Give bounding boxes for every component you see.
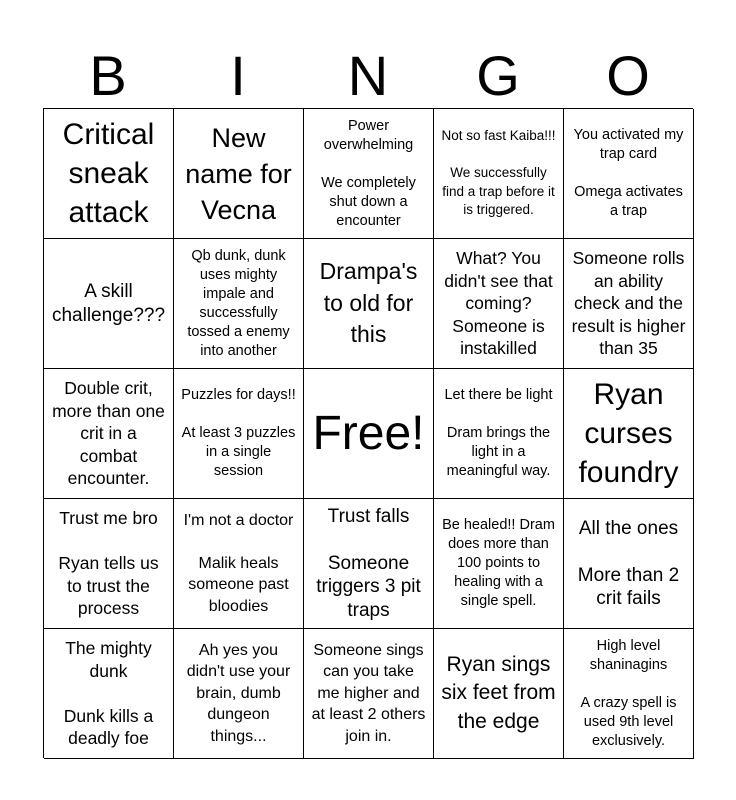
bingo-cell-r5-c2[interactable] (174, 629, 304, 759)
cell-text: High level shaninagins A crazy spell is used 9th level exclusively. (580, 637, 677, 749)
header-letter-n: N (347, 44, 389, 107)
bingo-cell-r1-c5[interactable] (564, 109, 694, 239)
cell-text: Be healed!! Dram does more than 100 points to healing with a single spell. (442, 517, 555, 609)
cell-text: Someone rolls an ability check and the result is higher than 35 (571, 248, 686, 359)
cell-text: New name for Vecna (185, 122, 292, 225)
bingo-cell-r2-c3[interactable] (304, 239, 434, 369)
cell-text: Qb dunk, dunk uses mighty impale and successfully tossed a enemy into another (187, 247, 290, 359)
bingo-cell-r4-c1[interactable] (44, 499, 174, 629)
header-letter-b: B (89, 44, 127, 107)
cell-text: The mighty dunk Dunk kills a deadly foe (63, 638, 154, 749)
bingo-cell-r3-c2[interactable] (174, 369, 304, 499)
cell-text: Not so fast Kaiba!!! We successfully find a trap before it is triggered. (441, 128, 556, 218)
cell-text: Trust me bro Ryan tells us to trust the process (58, 508, 159, 619)
bingo-cell-r2-c2[interactable] (174, 239, 304, 369)
bingo-cell-r5-c3[interactable] (304, 629, 434, 759)
bingo-cell-r1-c1[interactable] (44, 109, 174, 239)
bingo-cell-r1-c4[interactable] (434, 109, 564, 239)
cell-text: I'm not a doctor Malik heals someone past bloodies (183, 511, 294, 615)
cell-text: Critical sneak attack (62, 118, 155, 229)
bingo-cell-r5-c4[interactable] (434, 629, 564, 759)
cell-text: Puzzles for days!! At least 3 puzzles in a single session (181, 387, 296, 479)
cell-text: Someone sings can you take me higher and at least 2 others join in. (311, 641, 426, 745)
bingo-cell-r3-c5[interactable] (564, 369, 694, 499)
cell-text: All the ones More than 2 crit fails (577, 517, 680, 609)
header-letter-g: G (476, 44, 520, 107)
bingo-cell-r2-c4[interactable] (434, 239, 564, 369)
bingo-cell-r4-c5[interactable] (564, 499, 694, 629)
bingo-cell-r3-c4[interactable] (434, 369, 564, 499)
bingo-cell-r5-c5[interactable] (564, 629, 694, 759)
cell-text: Drampa's to old for this (319, 258, 418, 348)
cell-text: Ah yes you didn't use your brain, dumb dungeon things... (186, 641, 291, 745)
bingo-cell-r5-c1[interactable] (44, 629, 174, 759)
cell-text: Double crit, more than one crit in a combat encounter. (52, 378, 165, 489)
bingo-cell-r4-c2[interactable] (174, 499, 304, 629)
bingo-cell-r1-c3[interactable] (304, 109, 434, 239)
bingo-cell-r3-c1[interactable] (44, 369, 174, 499)
bingo-cell-r2-c5[interactable] (564, 239, 694, 369)
cell-text: Ryan curses foundry (578, 378, 679, 489)
bingo-cell-r1-c2[interactable] (174, 109, 304, 239)
header-letter-o: O (606, 44, 650, 107)
cell-text: Trust falls Someone triggers 3 pit traps (316, 505, 421, 621)
free-space-text: Free! (312, 406, 425, 460)
cell-text: A skill challenge??? (51, 281, 166, 326)
bingo-cell-r4-c3[interactable] (304, 499, 434, 629)
bingo-cell-r2-c1[interactable] (44, 239, 174, 369)
bingo-cell-r4-c4[interactable] (434, 499, 564, 629)
cell-text: You activated my trap card Omega activates a trap (573, 127, 684, 219)
cell-text: What? You didn't see that coming? Someone is instakilled (444, 248, 553, 359)
bingo-cell-r3-c3[interactable] (304, 369, 434, 499)
header-letter-i: I (230, 44, 246, 107)
bingo-grid (43, 108, 693, 758)
bingo-header (43, 44, 693, 108)
cell-text: Power overwhelming We completely shut down a encounter (321, 117, 416, 229)
cell-text: Ryan sings six feet from the edge (441, 652, 556, 733)
cell-text: Let there be light Dram brings the light in a meaningful way. (444, 387, 553, 479)
